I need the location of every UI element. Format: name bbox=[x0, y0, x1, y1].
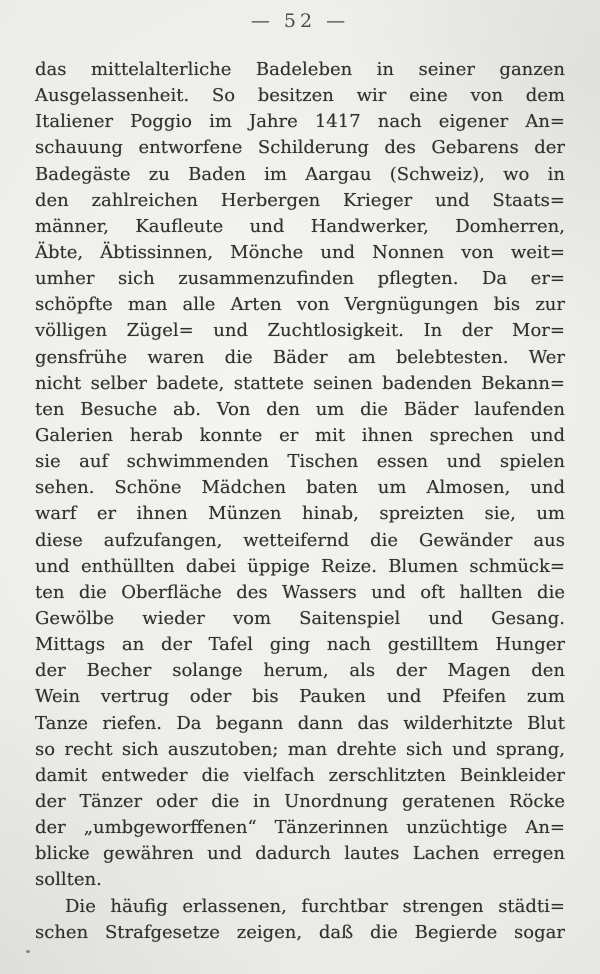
text-line: der „umbgeworffenen“ Tänzerinnen unzüchtige An= bbox=[35, 817, 565, 839]
text-line: der Becher solange herum, als der Magen den bbox=[35, 660, 565, 682]
text-line: Tanze riefen. Da begann dann das wilderhitzte Blut bbox=[35, 712, 565, 734]
text-line: blicke gewähren und dadurch lautes Lachen erregen bbox=[35, 843, 565, 865]
text-line: nicht selber badete, stattete seinen badenden Bekann= bbox=[35, 372, 565, 394]
text-line: so recht sich auszutoben; man drehte sich und sprang, bbox=[35, 738, 565, 760]
text-line: Galerien herab konnte er mit ihnen sprechen und bbox=[35, 424, 565, 446]
text-line: warf er ihnen Münzen hinab, spreizten sie, um bbox=[35, 503, 565, 525]
text-line: sie auf schwimmenden Tischen essen und spielen bbox=[35, 451, 565, 473]
text-line: ten Besuche ab. Von den um die Bäder laufenden bbox=[35, 398, 565, 420]
text-line: völligen Zügel= und Zuchtlosigkeit. In der Mor= bbox=[35, 320, 565, 342]
text-line: diese aufzufangen, wetteifernd die Gewänder aus bbox=[35, 529, 565, 551]
text-line: Badegäste zu Baden im Aargau (Schweiz), wo in bbox=[35, 163, 565, 185]
text-line: und enthüllten dabei üppige Reize. Blumen schmück= bbox=[35, 555, 565, 577]
text-line: Gewölbe wieder vom Saitenspiel und Gesang. bbox=[35, 607, 565, 629]
text-line: schöpfte man alle Arten von Vergnügungen bis zur bbox=[35, 294, 565, 316]
page-number: — 52 — bbox=[250, 10, 350, 32]
text-line: Äbte, Äbtissinnen, Mönche und Nonnen von weit= bbox=[35, 241, 565, 263]
text-line: umher sich zusammenzufinden pflegten. Da er= bbox=[35, 268, 565, 290]
text-line: damit entweder die vielfach zerschlitzten Beinkleider bbox=[35, 764, 565, 786]
text-line: Wein vertrug oder bis Pauken und Pfeifen zum bbox=[35, 686, 565, 708]
text-line: schauung entworfene Schilderung des Gebarens der bbox=[35, 137, 565, 159]
text-line: Ausgelassenheit. So besitzen wir eine von dem bbox=[35, 85, 565, 107]
paragraph bbox=[35, 894, 565, 946]
text-line: den zahlreichen Herbergen Krieger und Staats= bbox=[35, 189, 565, 211]
text-line: sollten. bbox=[35, 869, 102, 891]
text-line: gensfrühe waren die Bäder am belebtesten. Wer bbox=[35, 346, 565, 368]
text-line: das mittelalterliche Badeleben in seiner ganzen bbox=[35, 59, 565, 80]
text-line: Italiener Poggio im Jahre 1417 nach eigener An= bbox=[35, 111, 565, 133]
paragraph bbox=[35, 57, 565, 894]
text-line: männer, Kaufleute und Handwerker, Domherren, bbox=[35, 215, 565, 237]
text-block bbox=[35, 57, 565, 946]
text-line: Die häufig erlassenen, furchtbar strengen städti= bbox=[65, 895, 565, 917]
text-line: der Tänzer oder die in Unordnung geratenen Röcke bbox=[35, 790, 565, 812]
text-line: sehen. Schöne Mädchen baten um Almosen, und bbox=[35, 477, 565, 499]
text-line: Mittags an der Tafel ging nach gestilltem Hunger bbox=[35, 634, 565, 656]
text-line: ten die Oberfläche des Wassers und oft hallten die bbox=[35, 581, 565, 603]
text-line: schen Strafgesetze zeigen, daß die Begierde sogar bbox=[35, 921, 565, 943]
